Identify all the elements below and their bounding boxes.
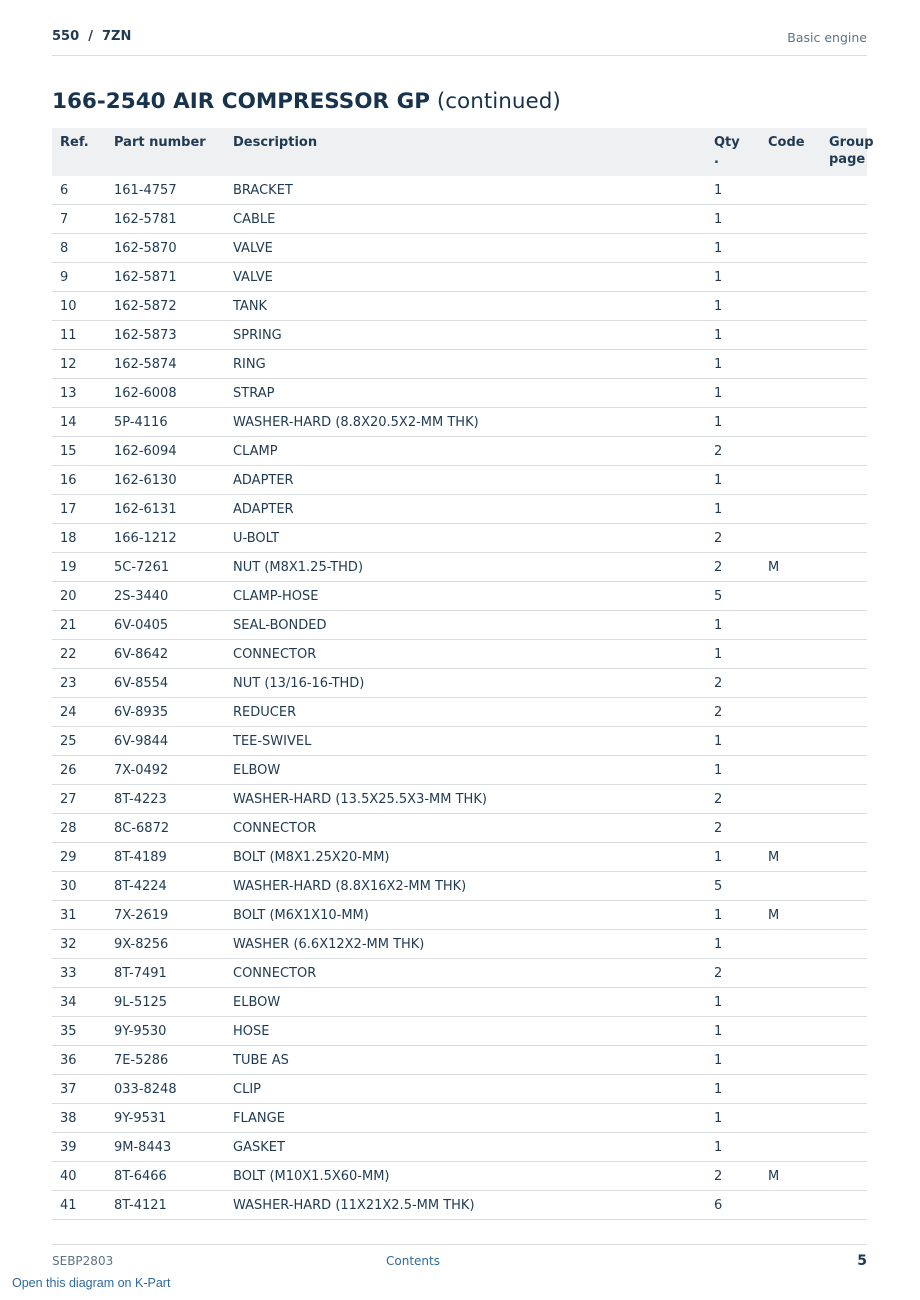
cell-part-number: 8C-6872 — [106, 814, 225, 843]
cell-qty: 1 — [706, 495, 760, 524]
table-row — [52, 466, 867, 495]
cell-qty: 1 — [706, 901, 760, 930]
cell-part-number: 162-6131 — [106, 495, 225, 524]
cell-group-page — [821, 437, 867, 466]
cell-description: GASKET — [225, 1133, 706, 1162]
table-row — [52, 1046, 867, 1075]
title-suffix: (continued) — [436, 89, 561, 114]
cell-group-page — [821, 611, 867, 640]
cell-description: CONNECTOR — [225, 640, 706, 669]
cell-code: M — [760, 901, 821, 930]
cell-qty: 2 — [706, 814, 760, 843]
cell-part-number: 6V-0405 — [106, 611, 225, 640]
cell-description: U-BOLT — [225, 524, 706, 553]
cell-group-page — [821, 205, 867, 234]
cell-description: WASHER-HARD (8.8X16X2-MM THK) — [225, 872, 706, 901]
table-row — [52, 1191, 867, 1220]
cell-code — [760, 698, 821, 727]
cell-ref: 40 — [52, 1162, 106, 1191]
cell-ref: 37 — [52, 1075, 106, 1104]
cell-description: NUT (M8X1.25-THD) — [225, 553, 706, 582]
cell-part-number: 9M-8443 — [106, 1133, 225, 1162]
table-row — [52, 756, 867, 785]
cell-qty: 1 — [706, 321, 760, 350]
cell-part-number: 7X-0492 — [106, 756, 225, 785]
cell-description: TANK — [225, 292, 706, 321]
table-row — [52, 524, 867, 553]
page-header — [52, 29, 867, 56]
cell-qty: 2 — [706, 524, 760, 553]
table-row — [52, 611, 867, 640]
cell-code — [760, 408, 821, 437]
cell-part-number: 6V-9844 — [106, 727, 225, 756]
table-row — [52, 1133, 867, 1162]
cell-ref: 41 — [52, 1191, 106, 1220]
group-header-line2: page — [829, 152, 866, 167]
cell-part-number: 162-5871 — [106, 263, 225, 292]
cell-group-page — [821, 988, 867, 1017]
cell-qty: 1 — [706, 1075, 760, 1104]
cell-ref: 32 — [52, 930, 106, 959]
group-header-line1: Group — [829, 135, 874, 150]
table-row — [52, 1104, 867, 1133]
cell-group-page — [821, 727, 867, 756]
cell-part-number: 8T-4189 — [106, 843, 225, 872]
cell-qty: 2 — [706, 437, 760, 466]
cell-ref: 16 — [52, 466, 106, 495]
table-row — [52, 727, 867, 756]
cell-qty: 1 — [706, 843, 760, 872]
cell-description: BRACKET — [225, 176, 706, 205]
cell-part-number: 6V-8642 — [106, 640, 225, 669]
column-header-qty — [706, 128, 760, 176]
cell-ref: 18 — [52, 524, 106, 553]
cell-code — [760, 1104, 821, 1133]
cell-group-page — [821, 1133, 867, 1162]
table-row — [52, 495, 867, 524]
table-row — [52, 176, 867, 205]
cell-group-page — [821, 901, 867, 930]
cell-qty: 1 — [706, 640, 760, 669]
table-row — [52, 901, 867, 930]
cell-code — [760, 1017, 821, 1046]
cell-group-page — [821, 582, 867, 611]
cell-ref: 27 — [52, 785, 106, 814]
cell-ref: 34 — [52, 988, 106, 1017]
cell-qty: 1 — [706, 1104, 760, 1133]
table-row — [52, 814, 867, 843]
cell-group-page — [821, 785, 867, 814]
cell-part-number: 9L-5125 — [106, 988, 225, 1017]
table-row — [52, 1017, 867, 1046]
cell-description: NUT (13/16-16-THD) — [225, 669, 706, 698]
cell-part-number: 5P-4116 — [106, 408, 225, 437]
cell-ref: 15 — [52, 437, 106, 466]
cell-qty: 6 — [706, 1191, 760, 1220]
cell-description: STRAP — [225, 379, 706, 408]
cell-group-page — [821, 756, 867, 785]
cell-description: ADAPTER — [225, 466, 706, 495]
assembly-name: 166-2540 AIR COMPRESSOR GP — [52, 89, 430, 114]
cell-group-page — [821, 292, 867, 321]
cell-ref: 28 — [52, 814, 106, 843]
cell-code — [760, 930, 821, 959]
cell-part-number: 162-5874 — [106, 350, 225, 379]
cell-part-number: 162-5781 — [106, 205, 225, 234]
cell-code — [760, 466, 821, 495]
cell-ref: 25 — [52, 727, 106, 756]
cell-code — [760, 234, 821, 263]
cell-code — [760, 379, 821, 408]
table-row — [52, 872, 867, 901]
table-row — [52, 988, 867, 1017]
table-row — [52, 437, 867, 466]
column-header-part-number: Part number — [114, 135, 206, 150]
cell-qty: 1 — [706, 234, 760, 263]
cell-qty: 2 — [706, 1162, 760, 1191]
cell-part-number: 8T-7491 — [106, 959, 225, 988]
cell-part-number: 6V-8935 — [106, 698, 225, 727]
cell-ref: 29 — [52, 843, 106, 872]
cell-description: VALVE — [225, 234, 706, 263]
cell-group-page — [821, 379, 867, 408]
document-id: SEBP2803 — [52, 1254, 114, 1268]
cell-ref: 7 — [52, 205, 106, 234]
cell-ref: 11 — [52, 321, 106, 350]
cell-qty: 2 — [706, 553, 760, 582]
table-row — [52, 205, 867, 234]
table-row — [52, 1162, 867, 1191]
open-diagram-link[interactable]: Open this diagram on K-Part — [12, 1276, 171, 1290]
cell-qty: 1 — [706, 263, 760, 292]
cell-part-number: 6V-8554 — [106, 669, 225, 698]
cell-code — [760, 872, 821, 901]
cell-description: VALVE — [225, 263, 706, 292]
cell-group-page — [821, 408, 867, 437]
cell-qty: 2 — [706, 669, 760, 698]
section-label: Basic engine — [787, 30, 867, 45]
cell-code — [760, 611, 821, 640]
cell-qty: 5 — [706, 872, 760, 901]
page-number: 5 — [857, 1253, 867, 1269]
table-row — [52, 379, 867, 408]
cell-qty: 2 — [706, 698, 760, 727]
cell-qty: 1 — [706, 1017, 760, 1046]
cell-qty: 1 — [706, 988, 760, 1017]
table-row — [52, 930, 867, 959]
cell-description: SPRING — [225, 321, 706, 350]
cell-ref: 6 — [52, 176, 106, 205]
cell-ref: 20 — [52, 582, 106, 611]
page-footer — [52, 1244, 867, 1269]
cell-ref: 31 — [52, 901, 106, 930]
cell-part-number: 162-5870 — [106, 234, 225, 263]
cell-description: WASHER-HARD (8.8X20.5X2-MM THK) — [225, 408, 706, 437]
cell-ref: 26 — [52, 756, 106, 785]
cell-code — [760, 988, 821, 1017]
table-row — [52, 1075, 867, 1104]
cell-group-page — [821, 176, 867, 205]
cell-description: TUBE AS — [225, 1046, 706, 1075]
cell-group-page — [821, 321, 867, 350]
cell-group-page — [821, 234, 867, 263]
cell-part-number: 8T-4223 — [106, 785, 225, 814]
cell-part-number: 162-5872 — [106, 292, 225, 321]
cell-ref: 13 — [52, 379, 106, 408]
cell-description: RING — [225, 350, 706, 379]
cell-part-number: 8T-6466 — [106, 1162, 225, 1191]
cell-code: M — [760, 553, 821, 582]
cell-part-number: 9Y-9531 — [106, 1104, 225, 1133]
cell-qty: 1 — [706, 1133, 760, 1162]
cell-description: CONNECTOR — [225, 814, 706, 843]
cell-code — [760, 495, 821, 524]
table-row — [52, 582, 867, 611]
cell-group-page — [821, 698, 867, 727]
cell-description: WASHER (6.6X12X2-MM THK) — [225, 930, 706, 959]
cell-description: CLIP — [225, 1075, 706, 1104]
cell-ref: 23 — [52, 669, 106, 698]
table-row — [52, 698, 867, 727]
cell-description: ELBOW — [225, 756, 706, 785]
cell-ref: 19 — [52, 553, 106, 582]
cell-description: BOLT (M8X1.25X20-MM) — [225, 843, 706, 872]
cell-group-page — [821, 814, 867, 843]
cell-ref: 17 — [52, 495, 106, 524]
cell-qty: 1 — [706, 930, 760, 959]
cell-group-page — [821, 669, 867, 698]
cell-ref: 33 — [52, 959, 106, 988]
table-row — [52, 321, 867, 350]
cell-code — [760, 785, 821, 814]
cell-part-number: 162-5873 — [106, 321, 225, 350]
cell-qty: 1 — [706, 727, 760, 756]
cell-description: SEAL-BONDED — [225, 611, 706, 640]
cell-ref: 24 — [52, 698, 106, 727]
cell-qty: 1 — [706, 176, 760, 205]
cell-part-number: 162-6130 — [106, 466, 225, 495]
cell-part-number: 166-1212 — [106, 524, 225, 553]
cell-description: ADAPTER — [225, 495, 706, 524]
cell-code — [760, 176, 821, 205]
cell-code — [760, 669, 821, 698]
cell-code — [760, 263, 821, 292]
cell-ref: 22 — [52, 640, 106, 669]
table-row — [52, 553, 867, 582]
table-row — [52, 292, 867, 321]
cell-part-number: 9Y-9530 — [106, 1017, 225, 1046]
cell-description: CABLE — [225, 205, 706, 234]
cell-ref: 35 — [52, 1017, 106, 1046]
cell-code — [760, 350, 821, 379]
cell-group-page — [821, 466, 867, 495]
table-header-row — [52, 128, 867, 176]
cell-description: WASHER-HARD (11X21X2.5-MM THK) — [225, 1191, 706, 1220]
table-row — [52, 959, 867, 988]
cell-code — [760, 524, 821, 553]
cell-description: BOLT (M6X1X10-MM) — [225, 901, 706, 930]
cell-group-page — [821, 843, 867, 872]
cell-qty: 1 — [706, 1046, 760, 1075]
cell-code — [760, 1046, 821, 1075]
cell-code — [760, 582, 821, 611]
cell-code: M — [760, 843, 821, 872]
cell-qty: 1 — [706, 205, 760, 234]
cell-description: BOLT (M10X1.5X60-MM) — [225, 1162, 706, 1191]
cell-code — [760, 959, 821, 988]
cell-group-page — [821, 1104, 867, 1133]
cell-code — [760, 205, 821, 234]
cell-qty: 1 — [706, 350, 760, 379]
cell-part-number: 2S-3440 — [106, 582, 225, 611]
cell-description: ELBOW — [225, 988, 706, 1017]
table-row — [52, 350, 867, 379]
cell-ref: 21 — [52, 611, 106, 640]
cell-code — [760, 1191, 821, 1220]
cell-qty: 5 — [706, 582, 760, 611]
cell-description: HOSE — [225, 1017, 706, 1046]
table-row — [52, 669, 867, 698]
cell-code — [760, 727, 821, 756]
cell-ref: 9 — [52, 263, 106, 292]
cell-qty: 1 — [706, 611, 760, 640]
cell-qty: 1 — [706, 466, 760, 495]
cell-part-number: 162-6094 — [106, 437, 225, 466]
table-row — [52, 408, 867, 437]
cell-qty: 1 — [706, 292, 760, 321]
cell-ref: 30 — [52, 872, 106, 901]
cell-description: TEE-SWIVEL — [225, 727, 706, 756]
cell-code — [760, 814, 821, 843]
contents-link[interactable]: Contents — [386, 1254, 440, 1268]
cell-code — [760, 1075, 821, 1104]
cell-group-page — [821, 553, 867, 582]
page-title — [52, 89, 561, 114]
cell-group-page — [821, 1046, 867, 1075]
cell-group-page — [821, 959, 867, 988]
cell-description: CONNECTOR — [225, 959, 706, 988]
parts-table-body — [52, 176, 867, 1220]
parts-table — [52, 128, 874, 1220]
cell-group-page — [821, 524, 867, 553]
cell-code — [760, 756, 821, 785]
cell-code — [760, 321, 821, 350]
cell-qty: 2 — [706, 785, 760, 814]
column-header-description: Description — [233, 135, 318, 150]
cell-code: M — [760, 1162, 821, 1191]
cell-description: REDUCER — [225, 698, 706, 727]
cell-group-page — [821, 495, 867, 524]
column-header-group-page — [821, 128, 874, 176]
cell-group-page — [821, 930, 867, 959]
cell-qty: 1 — [706, 756, 760, 785]
table-row — [52, 843, 867, 872]
cell-code — [760, 292, 821, 321]
table-row — [52, 640, 867, 669]
cell-qty: 1 — [706, 379, 760, 408]
table-row — [52, 785, 867, 814]
cell-part-number: 9X-8256 — [106, 930, 225, 959]
cell-description: CLAMP-HOSE — [225, 582, 706, 611]
cell-ref: 38 — [52, 1104, 106, 1133]
cell-description: WASHER-HARD (13.5X25.5X3-MM THK) — [225, 785, 706, 814]
qty-header-line2: . — [714, 152, 719, 167]
cell-ref: 39 — [52, 1133, 106, 1162]
cell-ref: 14 — [52, 408, 106, 437]
cell-part-number: 7E-5286 — [106, 1046, 225, 1075]
cell-ref: 10 — [52, 292, 106, 321]
cell-group-page — [821, 263, 867, 292]
cell-qty: 1 — [706, 408, 760, 437]
column-header-code: Code — [768, 135, 805, 150]
cell-part-number: 5C-7261 — [106, 553, 225, 582]
cell-part-number: 7X-2619 — [106, 901, 225, 930]
cell-part-number: 8T-4121 — [106, 1191, 225, 1220]
cell-code — [760, 437, 821, 466]
cell-ref: 36 — [52, 1046, 106, 1075]
cell-ref: 8 — [52, 234, 106, 263]
column-header-ref: Ref. — [60, 135, 89, 150]
cell-group-page — [821, 1162, 867, 1191]
qty-header-line1: Qty — [714, 135, 740, 150]
model-label: 550 / 7ZN — [52, 29, 132, 44]
cell-part-number: 033-8248 — [106, 1075, 225, 1104]
cell-group-page — [821, 872, 867, 901]
cell-code — [760, 640, 821, 669]
cell-group-page — [821, 1017, 867, 1046]
cell-code — [760, 1133, 821, 1162]
cell-part-number: 161-4757 — [106, 176, 225, 205]
table-row — [52, 263, 867, 292]
cell-qty: 2 — [706, 959, 760, 988]
cell-part-number: 8T-4224 — [106, 872, 225, 901]
cell-group-page — [821, 350, 867, 379]
cell-ref: 12 — [52, 350, 106, 379]
cell-group-page — [821, 640, 867, 669]
cell-group-page — [821, 1075, 867, 1104]
cell-group-page — [821, 1191, 867, 1220]
cell-description: CLAMP — [225, 437, 706, 466]
table-row — [52, 234, 867, 263]
cell-description: FLANGE — [225, 1104, 706, 1133]
cell-part-number: 162-6008 — [106, 379, 225, 408]
